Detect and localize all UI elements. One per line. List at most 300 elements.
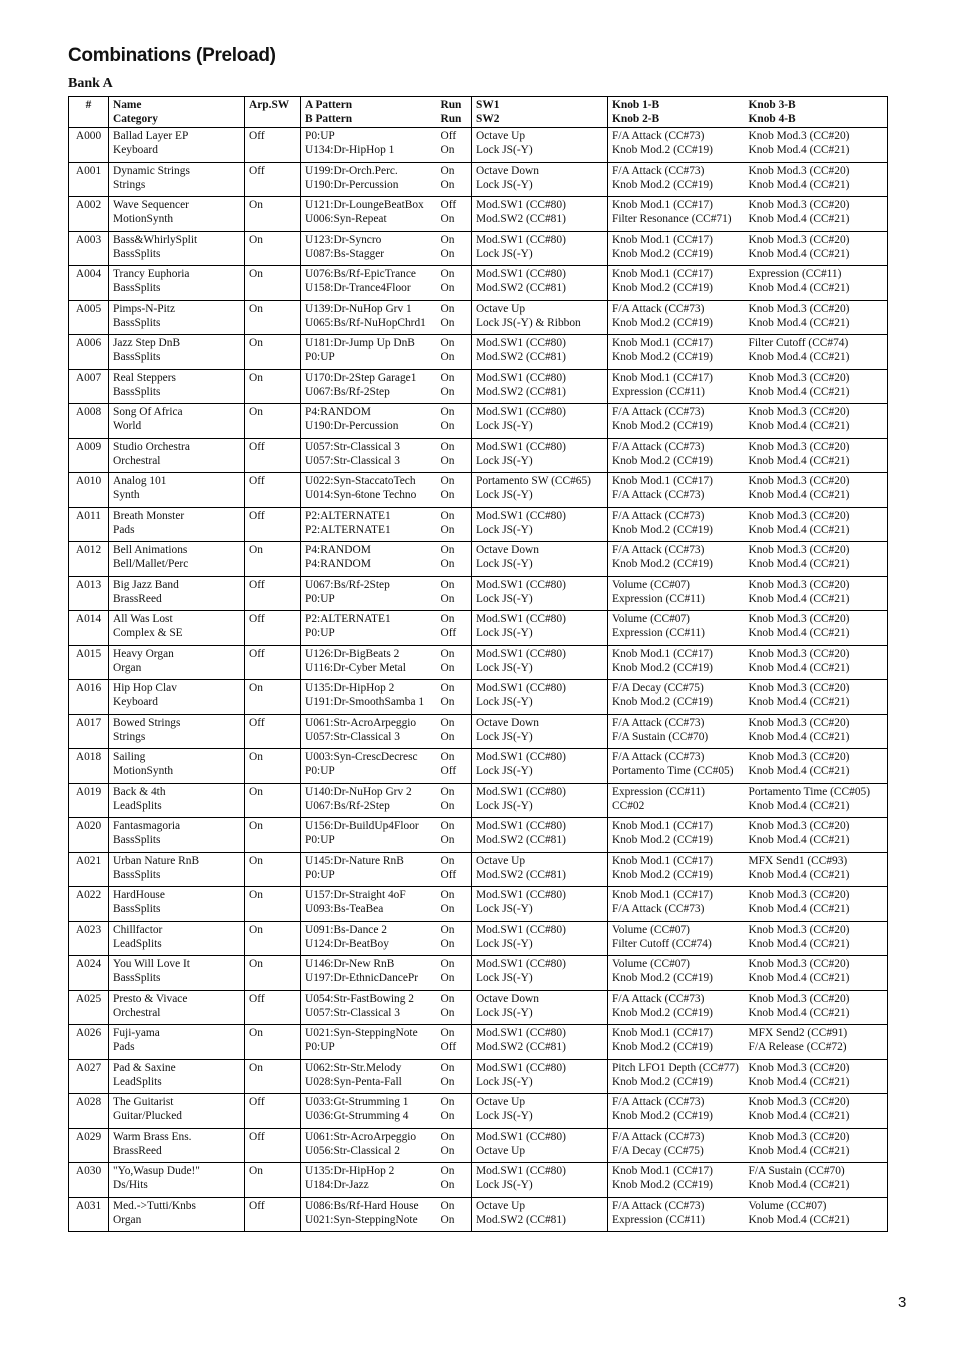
cell-pattern: U022:Syn-StaccatoTech U014:Syn-6tone Techno xyxy=(301,473,437,508)
cell-sw: Mod.SW1 (CC#80) Mod.SW2 (CC#81) xyxy=(472,197,608,232)
cell-number: A022 xyxy=(69,887,109,922)
table-row xyxy=(69,852,888,887)
cell-name-category: Hip Hop Clav Keyboard xyxy=(109,680,245,715)
cell-knob-3-4: MFX Send1 (CC#93) Knob Mod.4 (CC#21) xyxy=(745,852,888,887)
cell-arp-sw: On xyxy=(245,542,301,577)
cell-arp-sw: On xyxy=(245,956,301,991)
table-row xyxy=(69,990,888,1025)
cell-pattern: P2:ALTERNATE1 P2:ALTERNATE1 xyxy=(301,507,437,542)
cell-arp-sw: Off xyxy=(245,990,301,1025)
cell-name-category: Med.->Tutti/Knbs Organ xyxy=(109,1197,245,1232)
cell-sw: Mod.SW1 (CC#80) Lock JS(-Y) xyxy=(472,611,608,646)
table-header-row xyxy=(69,97,888,128)
cell-sw: Octave Up Mod.SW2 (CC#81) xyxy=(472,1197,608,1232)
cell-run: On On xyxy=(437,404,472,439)
table-row xyxy=(69,542,888,577)
cell-arp-sw: Off xyxy=(245,162,301,197)
cell-run: On Off xyxy=(437,749,472,784)
cell-knob-1-2: Knob Mod.1 (CC#17) Knob Mod.2 (CC#19) xyxy=(608,645,745,680)
cell-knob-1-2: Knob Mod.1 (CC#17) Filter Resonance (CC#71) xyxy=(608,197,745,232)
cell-knob-1-2: Knob Mod.1 (CC#17) F/A Attack (CC#73) xyxy=(608,887,745,922)
cell-knob-3-4: Knob Mod.3 (CC#20) Knob Mod.4 (CC#21) xyxy=(745,611,888,646)
cell-number: A016 xyxy=(69,680,109,715)
cell-run: On On xyxy=(437,956,472,991)
cell-arp-sw: On xyxy=(245,921,301,956)
cell-number: A029 xyxy=(69,1128,109,1163)
cell-pattern: U062:Str-Str.Melody U028:Syn-Penta-Fall xyxy=(301,1059,437,1094)
cell-knob-3-4: Knob Mod.3 (CC#20) Knob Mod.4 (CC#21) xyxy=(745,680,888,715)
table-row xyxy=(69,507,888,542)
cell-knob-3-4: Knob Mod.3 (CC#20) Knob Mod.4 (CC#21) xyxy=(745,300,888,335)
cell-arp-sw: Off xyxy=(245,473,301,508)
cell-sw: Mod.SW1 (CC#80) Mod.SW2 (CC#81) xyxy=(472,335,608,370)
cell-sw: Octave Up Lock JS(-Y) xyxy=(472,128,608,163)
cell-run: On On xyxy=(437,818,472,853)
cell-knob-3-4: Knob Mod.3 (CC#20) Knob Mod.4 (CC#21) xyxy=(745,231,888,266)
cell-knob-3-4: Knob Mod.3 (CC#20) Knob Mod.4 (CC#21) xyxy=(745,438,888,473)
cell-pattern: U135:Dr-HipHop 2 U184:Dr-Jazz xyxy=(301,1163,437,1198)
table-row xyxy=(69,197,888,232)
cell-run: On On xyxy=(437,1163,472,1198)
cell-pattern: U199:Dr-Orch.Perc. U190:Dr-Percussion xyxy=(301,162,437,197)
cell-name-category: Bowed Strings Strings xyxy=(109,714,245,749)
cell-name-category: All Was Lost Complex & SE xyxy=(109,611,245,646)
cell-knob-1-2: Expression (CC#11) CC#02 xyxy=(608,783,745,818)
cell-sw: Mod.SW1 (CC#80) Lock JS(-Y) xyxy=(472,404,608,439)
cell-name-category: Analog 101 Synth xyxy=(109,473,245,508)
cell-pattern: U157:Dr-Straight 4oF U093:Bs-TeaBea xyxy=(301,887,437,922)
cell-name-category: Real Steppers BassSplits xyxy=(109,369,245,404)
cell-sw: Mod.SW1 (CC#80) Lock JS(-Y) xyxy=(472,921,608,956)
cell-name-category: Breath Monster Pads xyxy=(109,507,245,542)
cell-run: On On xyxy=(437,921,472,956)
cell-sw: Mod.SW1 (CC#80) Octave Up xyxy=(472,1128,608,1163)
cell-pattern: U061:Str-AcroArpeggio U057:Str-Classical 3 xyxy=(301,714,437,749)
cell-knob-1-2: Knob Mod.1 (CC#17) Knob Mod.2 (CC#19) xyxy=(608,852,745,887)
header-knob-1-2: Knob 1-B Knob 2-B xyxy=(608,97,745,128)
cell-run: On On xyxy=(437,645,472,680)
cell-arp-sw: Off xyxy=(245,438,301,473)
cell-sw: Mod.SW1 (CC#80) Mod.SW2 (CC#81) xyxy=(472,818,608,853)
cell-knob-3-4: Knob Mod.3 (CC#20) Knob Mod.4 (CC#21) xyxy=(745,887,888,922)
cell-number: A024 xyxy=(69,956,109,991)
cell-sw: Octave Up Mod.SW2 (CC#81) xyxy=(472,852,608,887)
cell-knob-3-4: Knob Mod.3 (CC#20) Knob Mod.4 (CC#21) xyxy=(745,921,888,956)
header-number: # xyxy=(69,97,109,128)
cell-sw: Mod.SW1 (CC#80) Lock JS(-Y) xyxy=(472,1163,608,1198)
cell-number: A015 xyxy=(69,645,109,680)
cell-run: On On xyxy=(437,714,472,749)
cell-pattern: U123:Dr-Syncro U087:Bs-Stagger xyxy=(301,231,437,266)
cell-number: A017 xyxy=(69,714,109,749)
cell-arp-sw: On xyxy=(245,300,301,335)
cell-pattern: U146:Dr-New RnB U197:Dr-EthnicDancePr xyxy=(301,956,437,991)
cell-arp-sw: On xyxy=(245,1025,301,1060)
cell-number: A014 xyxy=(69,611,109,646)
cell-pattern: P0:UP U134:Dr-HipHop 1 xyxy=(301,128,437,163)
table-row xyxy=(69,1128,888,1163)
cell-name-category: Big Jazz Band BrassReed xyxy=(109,576,245,611)
cell-knob-1-2: Knob Mod.1 (CC#17) Knob Mod.2 (CC#19) xyxy=(608,818,745,853)
cell-knob-1-2: F/A Attack (CC#73) Knob Mod.2 (CC#19) xyxy=(608,542,745,577)
cell-knob-1-2: F/A Attack (CC#73) Knob Mod.2 (CC#19) xyxy=(608,162,745,197)
table-row xyxy=(69,231,888,266)
cell-knob-1-2: Pitch LFO1 Depth (CC#77) Knob Mod.2 (CC#19) xyxy=(608,1059,745,1094)
table-row xyxy=(69,300,888,335)
cell-knob-3-4: Knob Mod.3 (CC#20) Knob Mod.4 (CC#21) xyxy=(745,645,888,680)
cell-knob-1-2: F/A Attack (CC#73) F/A Sustain (CC#70) xyxy=(608,714,745,749)
cell-sw: Mod.SW1 (CC#80) Lock JS(-Y) xyxy=(472,749,608,784)
cell-knob-1-2: Volume (CC#07) Expression (CC#11) xyxy=(608,576,745,611)
cell-number: A013 xyxy=(69,576,109,611)
cell-pattern: U156:Dr-BuildUp4Floor P0:UP xyxy=(301,818,437,853)
cell-knob-1-2: F/A Attack (CC#73) Knob Mod.2 (CC#19) xyxy=(608,990,745,1025)
cell-knob-3-4: Knob Mod.3 (CC#20) Knob Mod.4 (CC#21) xyxy=(745,473,888,508)
cell-sw: Octave Down Lock JS(-Y) xyxy=(472,162,608,197)
cell-knob-1-2: F/A Attack (CC#73) Expression (CC#11) xyxy=(608,1197,745,1232)
cell-pattern: U076:Bs/Rf-EpicTrance U158:Dr-Trance4Floor xyxy=(301,266,437,301)
table-row xyxy=(69,1025,888,1060)
cell-knob-1-2: Volume (CC#07) Knob Mod.2 (CC#19) xyxy=(608,956,745,991)
cell-sw: Mod.SW1 (CC#80) Mod.SW2 (CC#81) xyxy=(472,1025,608,1060)
cell-sw: Mod.SW1 (CC#80) Mod.SW2 (CC#81) xyxy=(472,266,608,301)
bank-heading: Bank A xyxy=(68,76,113,91)
cell-knob-3-4: Knob Mod.3 (CC#20) Knob Mod.4 (CC#21) xyxy=(745,1059,888,1094)
cell-knob-3-4: Knob Mod.3 (CC#20) Knob Mod.4 (CC#21) xyxy=(745,576,888,611)
cell-name-category: Warm Brass Ens. BrassReed xyxy=(109,1128,245,1163)
table-row xyxy=(69,783,888,818)
cell-arp-sw: On xyxy=(245,369,301,404)
cell-run: On Off xyxy=(437,1025,472,1060)
cell-sw: Mod.SW1 (CC#80) Mod.SW2 (CC#81) xyxy=(472,369,608,404)
cell-pattern: U181:Dr-Jump Up DnB P0:UP xyxy=(301,335,437,370)
cell-run: On On xyxy=(437,335,472,370)
cell-arp-sw: On xyxy=(245,335,301,370)
cell-knob-1-2: Volume (CC#07) Expression (CC#11) xyxy=(608,611,745,646)
cell-number: A019 xyxy=(69,783,109,818)
cell-pattern: U135:Dr-HipHop 2 U191:Dr-SmoothSamba 1 xyxy=(301,680,437,715)
cell-knob-1-2: Knob Mod.1 (CC#17) Expression (CC#11) xyxy=(608,369,745,404)
cell-knob-1-2: Knob Mod.1 (CC#17) Knob Mod.2 (CC#19) xyxy=(608,231,745,266)
cell-arp-sw: Off xyxy=(245,714,301,749)
cell-name-category: Ballad Layer EP Keyboard xyxy=(109,128,245,163)
cell-name-category: Bass&WhirlySplit BassSplits xyxy=(109,231,245,266)
table-row xyxy=(69,404,888,439)
cell-name-category: Back & 4th LeadSplits xyxy=(109,783,245,818)
cell-run: On On xyxy=(437,507,472,542)
cell-number: A000 xyxy=(69,128,109,163)
cell-arp-sw: On xyxy=(245,749,301,784)
cell-knob-3-4: Knob Mod.3 (CC#20) Knob Mod.4 (CC#21) xyxy=(745,749,888,784)
cell-knob-3-4: Knob Mod.3 (CC#20) Knob Mod.4 (CC#21) xyxy=(745,990,888,1025)
cell-knob-3-4: Knob Mod.3 (CC#20) Knob Mod.4 (CC#21) xyxy=(745,162,888,197)
page-title: Combinations (Preload) xyxy=(68,45,276,66)
cell-run: On On xyxy=(437,369,472,404)
cell-arp-sw: Off xyxy=(245,611,301,646)
header-knob-3-4: Knob 3-B Knob 4-B xyxy=(745,97,888,128)
cell-name-category: Dynamic Strings Strings xyxy=(109,162,245,197)
cell-arp-sw: Off xyxy=(245,645,301,680)
cell-number: A008 xyxy=(69,404,109,439)
table-row xyxy=(69,680,888,715)
cell-number: A005 xyxy=(69,300,109,335)
cell-pattern: U140:Dr-NuHop Grv 2 U067:Bs/Rf-2Step xyxy=(301,783,437,818)
cell-number: A004 xyxy=(69,266,109,301)
cell-number: A009 xyxy=(69,438,109,473)
cell-pattern: P2:ALTERNATE1 P0:UP xyxy=(301,611,437,646)
cell-name-category: Fantasmagoria BassSplits xyxy=(109,818,245,853)
table-row xyxy=(69,1197,888,1232)
cell-pattern: U086:Bs/Rf-Hard House U021:Syn-SteppingNote xyxy=(301,1197,437,1232)
cell-knob-1-2: F/A Decay (CC#75) Knob Mod.2 (CC#19) xyxy=(608,680,745,715)
cell-sw: Octave Up Lock JS(-Y) xyxy=(472,1094,608,1129)
cell-name-category: "Yo,Wasup Dude!" Ds/Hits xyxy=(109,1163,245,1198)
cell-knob-3-4: Portamento Time (CC#05) Knob Mod.4 (CC#21) xyxy=(745,783,888,818)
cell-run: On On xyxy=(437,438,472,473)
table-row xyxy=(69,887,888,922)
cell-knob-1-2: Knob Mod.1 (CC#17) Knob Mod.2 (CC#19) xyxy=(608,266,745,301)
cell-pattern: U091:Bs-Dance 2 U124:Dr-BeatBoy xyxy=(301,921,437,956)
cell-sw: Mod.SW1 (CC#80) Lock JS(-Y) xyxy=(472,956,608,991)
header-sw: SW1 SW2 xyxy=(472,97,608,128)
cell-arp-sw: On xyxy=(245,887,301,922)
cell-knob-3-4: Knob Mod.3 (CC#20) Knob Mod.4 (CC#21) xyxy=(745,542,888,577)
cell-knob-3-4: Knob Mod.3 (CC#20) Knob Mod.4 (CC#21) xyxy=(745,404,888,439)
cell-knob-3-4: Knob Mod.3 (CC#20) Knob Mod.4 (CC#21) xyxy=(745,956,888,991)
cell-number: A007 xyxy=(69,369,109,404)
cell-pattern: U170:Dr-2Step Garage1 U067:Bs/Rf-2Step xyxy=(301,369,437,404)
cell-name-category: The Guitarist Guitar/Plucked xyxy=(109,1094,245,1129)
cell-number: A006 xyxy=(69,335,109,370)
table-row xyxy=(69,749,888,784)
cell-knob-3-4: Knob Mod.3 (CC#20) Knob Mod.4 (CC#21) xyxy=(745,128,888,163)
cell-knob-1-2: F/A Attack (CC#73) Portamento Time (CC#05) xyxy=(608,749,745,784)
cell-pattern: U121:Dr-LoungeBeatBox U006:Syn-Repeat xyxy=(301,197,437,232)
cell-run: On On xyxy=(437,473,472,508)
cell-number: A010 xyxy=(69,473,109,508)
cell-knob-3-4: Volume (CC#07) Knob Mod.4 (CC#21) xyxy=(745,1197,888,1232)
cell-run: On On xyxy=(437,1128,472,1163)
cell-pattern: U139:Dr-NuHop Grv 1 U065:Bs/Rf-NuHopChrd1 xyxy=(301,300,437,335)
cell-knob-1-2: F/A Attack (CC#73) Knob Mod.2 (CC#19) xyxy=(608,507,745,542)
cell-name-category: Wave Sequencer MotionSynth xyxy=(109,197,245,232)
cell-sw: Mod.SW1 (CC#80) Lock JS(-Y) xyxy=(472,438,608,473)
cell-name-category: HardHouse BassSplits xyxy=(109,887,245,922)
table-row xyxy=(69,128,888,163)
cell-sw: Mod.SW1 (CC#80) Lock JS(-Y) xyxy=(472,680,608,715)
cell-arp-sw: On xyxy=(245,818,301,853)
header-arp-sw: Arp.SW xyxy=(245,97,301,128)
cell-run: On On xyxy=(437,300,472,335)
cell-knob-1-2: F/A Attack (CC#73) Knob Mod.2 (CC#19) xyxy=(608,128,745,163)
cell-arp-sw: Off xyxy=(245,128,301,163)
cell-run: Off On xyxy=(437,128,472,163)
table-row xyxy=(69,162,888,197)
cell-run: Off On xyxy=(437,197,472,232)
table-row xyxy=(69,956,888,991)
cell-knob-1-2: F/A Attack (CC#73) Knob Mod.2 (CC#19) xyxy=(608,300,745,335)
cell-arp-sw: On xyxy=(245,852,301,887)
cell-sw: Mod.SW1 (CC#80) Lock JS(-Y) xyxy=(472,645,608,680)
cell-knob-1-2: F/A Attack (CC#73) F/A Decay (CC#75) xyxy=(608,1128,745,1163)
cell-name-category: Trancy Euphoria BassSplits xyxy=(109,266,245,301)
cell-number: A018 xyxy=(69,749,109,784)
cell-name-category: Studio Orchestra Orchestral xyxy=(109,438,245,473)
table-row xyxy=(69,438,888,473)
table-row xyxy=(69,576,888,611)
cell-sw: Mod.SW1 (CC#80) Lock JS(-Y) xyxy=(472,1059,608,1094)
cell-sw: Octave Down Lock JS(-Y) xyxy=(472,542,608,577)
cell-run: On Off xyxy=(437,852,472,887)
cell-sw: Mod.SW1 (CC#80) Lock JS(-Y) xyxy=(472,783,608,818)
table-row xyxy=(69,921,888,956)
cell-pattern: U021:Syn-SteppingNote P0:UP xyxy=(301,1025,437,1060)
cell-knob-1-2: F/A Attack (CC#73) Knob Mod.2 (CC#19) xyxy=(608,1094,745,1129)
cell-arp-sw: On xyxy=(245,783,301,818)
cell-sw: Mod.SW1 (CC#80) Lock JS(-Y) xyxy=(472,507,608,542)
cell-number: A031 xyxy=(69,1197,109,1232)
cell-knob-1-2: Knob Mod.1 (CC#17) Knob Mod.2 (CC#19) xyxy=(608,1163,745,1198)
cell-run: On On xyxy=(437,231,472,266)
cell-run: On On xyxy=(437,162,472,197)
cell-knob-1-2: F/A Attack (CC#73) Knob Mod.2 (CC#19) xyxy=(608,438,745,473)
cell-arp-sw: On xyxy=(245,266,301,301)
cell-knob-1-2: F/A Attack (CC#73) Knob Mod.2 (CC#19) xyxy=(608,404,745,439)
header-run: Run Run xyxy=(437,97,472,128)
cell-arp-sw: On xyxy=(245,404,301,439)
cell-run: On On xyxy=(437,1094,472,1129)
cell-number: A021 xyxy=(69,852,109,887)
cell-arp-sw: Off xyxy=(245,1094,301,1129)
cell-knob-1-2: Knob Mod.1 (CC#17) Knob Mod.2 (CC#19) xyxy=(608,335,745,370)
cell-knob-3-4: Knob Mod.3 (CC#20) Knob Mod.4 (CC#21) xyxy=(745,714,888,749)
cell-sw: Octave Up Lock JS(-Y) & Ribbon xyxy=(472,300,608,335)
cell-run: On Off xyxy=(437,611,472,646)
table-row xyxy=(69,1094,888,1129)
cell-knob-1-2: Knob Mod.1 (CC#17) F/A Attack (CC#73) xyxy=(608,473,745,508)
cell-knob-3-4: Filter Cutoff (CC#74) Knob Mod.4 (CC#21) xyxy=(745,335,888,370)
cell-run: On On xyxy=(437,1197,472,1232)
cell-arp-sw: Off xyxy=(245,576,301,611)
cell-run: On On xyxy=(437,990,472,1025)
cell-number: A030 xyxy=(69,1163,109,1198)
cell-number: A026 xyxy=(69,1025,109,1060)
cell-arp-sw: Off xyxy=(245,1128,301,1163)
cell-knob-3-4: Knob Mod.3 (CC#20) Knob Mod.4 (CC#21) xyxy=(745,1128,888,1163)
cell-run: On On xyxy=(437,783,472,818)
cell-knob-3-4: Knob Mod.3 (CC#20) Knob Mod.4 (CC#21) xyxy=(745,369,888,404)
cell-run: On On xyxy=(437,542,472,577)
table-row xyxy=(69,714,888,749)
cell-name-category: Fuji-yama Pads xyxy=(109,1025,245,1060)
cell-number: A011 xyxy=(69,507,109,542)
cell-number: A027 xyxy=(69,1059,109,1094)
combinations-table xyxy=(68,96,888,1232)
cell-run: On On xyxy=(437,1059,472,1094)
cell-name-category: Bell Animations Bell/Mallet/Perc xyxy=(109,542,245,577)
cell-sw: Mod.SW1 (CC#80) Lock JS(-Y) xyxy=(472,887,608,922)
cell-name-category: Pimps-N-Pitz BassSplits xyxy=(109,300,245,335)
cell-pattern: P4:RANDOM P4:RANDOM xyxy=(301,542,437,577)
cell-name-category: Chillfactor LeadSplits xyxy=(109,921,245,956)
cell-knob-3-4: Knob Mod.3 (CC#20) Knob Mod.4 (CC#21) xyxy=(745,507,888,542)
cell-number: A012 xyxy=(69,542,109,577)
cell-run: On On xyxy=(437,576,472,611)
table-row xyxy=(69,335,888,370)
cell-name-category: Pad & Saxine LeadSplits xyxy=(109,1059,245,1094)
cell-sw: Mod.SW1 (CC#80) Lock JS(-Y) xyxy=(472,231,608,266)
cell-name-category: You Will Love It BassSplits xyxy=(109,956,245,991)
table-row xyxy=(69,369,888,404)
cell-arp-sw: On xyxy=(245,680,301,715)
cell-pattern: U003:Syn-CrescDecresc P0:UP xyxy=(301,749,437,784)
cell-arp-sw: On xyxy=(245,197,301,232)
cell-pattern: U126:Dr-BigBeats 2 U116:Dr-Cyber Metal xyxy=(301,645,437,680)
cell-pattern: U057:Str-Classical 3 U057:Str-Classical 3 xyxy=(301,438,437,473)
cell-number: A002 xyxy=(69,197,109,232)
page-number: 3 xyxy=(898,1294,907,1311)
cell-pattern: P4:RANDOM U190:Dr-Percussion xyxy=(301,404,437,439)
cell-run: On On xyxy=(437,680,472,715)
cell-number: A025 xyxy=(69,990,109,1025)
table-row xyxy=(69,645,888,680)
cell-sw: Mod.SW1 (CC#80) Lock JS(-Y) xyxy=(472,576,608,611)
cell-knob-3-4: Knob Mod.3 (CC#20) Knob Mod.4 (CC#21) xyxy=(745,197,888,232)
table-row xyxy=(69,1163,888,1198)
cell-pattern: U054:Str-FastBowing 2 U057:Str-Classical 3 xyxy=(301,990,437,1025)
table-row xyxy=(69,473,888,508)
cell-knob-3-4: MFX Send2 (CC#91) F/A Release (CC#72) xyxy=(745,1025,888,1060)
cell-knob-1-2: Volume (CC#07) Filter Cutoff (CC#74) xyxy=(608,921,745,956)
cell-sw: Octave Down Lock JS(-Y) xyxy=(472,990,608,1025)
header-name-category: Name Category xyxy=(109,97,245,128)
cell-name-category: Sailing MotionSynth xyxy=(109,749,245,784)
table-row xyxy=(69,611,888,646)
cell-sw: Portamento SW (CC#65) Lock JS(-Y) xyxy=(472,473,608,508)
cell-knob-3-4: Expression (CC#11) Knob Mod.4 (CC#21) xyxy=(745,266,888,301)
cell-arp-sw: On xyxy=(245,1163,301,1198)
header-pattern: A Pattern B Pattern xyxy=(301,97,437,128)
cell-name-category: Urban Nature RnB BassSplits xyxy=(109,852,245,887)
cell-arp-sw: Off xyxy=(245,1197,301,1232)
cell-name-category: Jazz Step DnB BassSplits xyxy=(109,335,245,370)
cell-number: A003 xyxy=(69,231,109,266)
cell-sw: Octave Down Lock JS(-Y) xyxy=(472,714,608,749)
cell-number: A020 xyxy=(69,818,109,853)
cell-name-category: Heavy Organ Organ xyxy=(109,645,245,680)
cell-knob-3-4: Knob Mod.3 (CC#20) Knob Mod.4 (CC#21) xyxy=(745,818,888,853)
cell-knob-1-2: Knob Mod.1 (CC#17) Knob Mod.2 (CC#19) xyxy=(608,1025,745,1060)
cell-arp-sw: Off xyxy=(245,507,301,542)
cell-arp-sw: On xyxy=(245,1059,301,1094)
cell-number: A001 xyxy=(69,162,109,197)
cell-run: On On xyxy=(437,266,472,301)
cell-arp-sw: On xyxy=(245,231,301,266)
cell-pattern: U033:Gt-Strumming 1 U036:Gt-Strumming 4 xyxy=(301,1094,437,1129)
cell-knob-3-4: Knob Mod.3 (CC#20) Knob Mod.4 (CC#21) xyxy=(745,1094,888,1129)
cell-run: On On xyxy=(437,887,472,922)
cell-number: A023 xyxy=(69,921,109,956)
cell-number: A028 xyxy=(69,1094,109,1129)
table-row xyxy=(69,818,888,853)
cell-name-category: Presto & Vivace Orchestral xyxy=(109,990,245,1025)
cell-pattern: U061:Str-AcroArpeggio U056:Str-Classical 2 xyxy=(301,1128,437,1163)
cell-name-category: Song Of Africa World xyxy=(109,404,245,439)
cell-knob-3-4: F/A Sustain (CC#70) Knob Mod.4 (CC#21) xyxy=(745,1163,888,1198)
cell-pattern: U145:Dr-Nature RnB P0:UP xyxy=(301,852,437,887)
cell-pattern: U067:Bs/Rf-2Step P0:UP xyxy=(301,576,437,611)
table-row xyxy=(69,1059,888,1094)
